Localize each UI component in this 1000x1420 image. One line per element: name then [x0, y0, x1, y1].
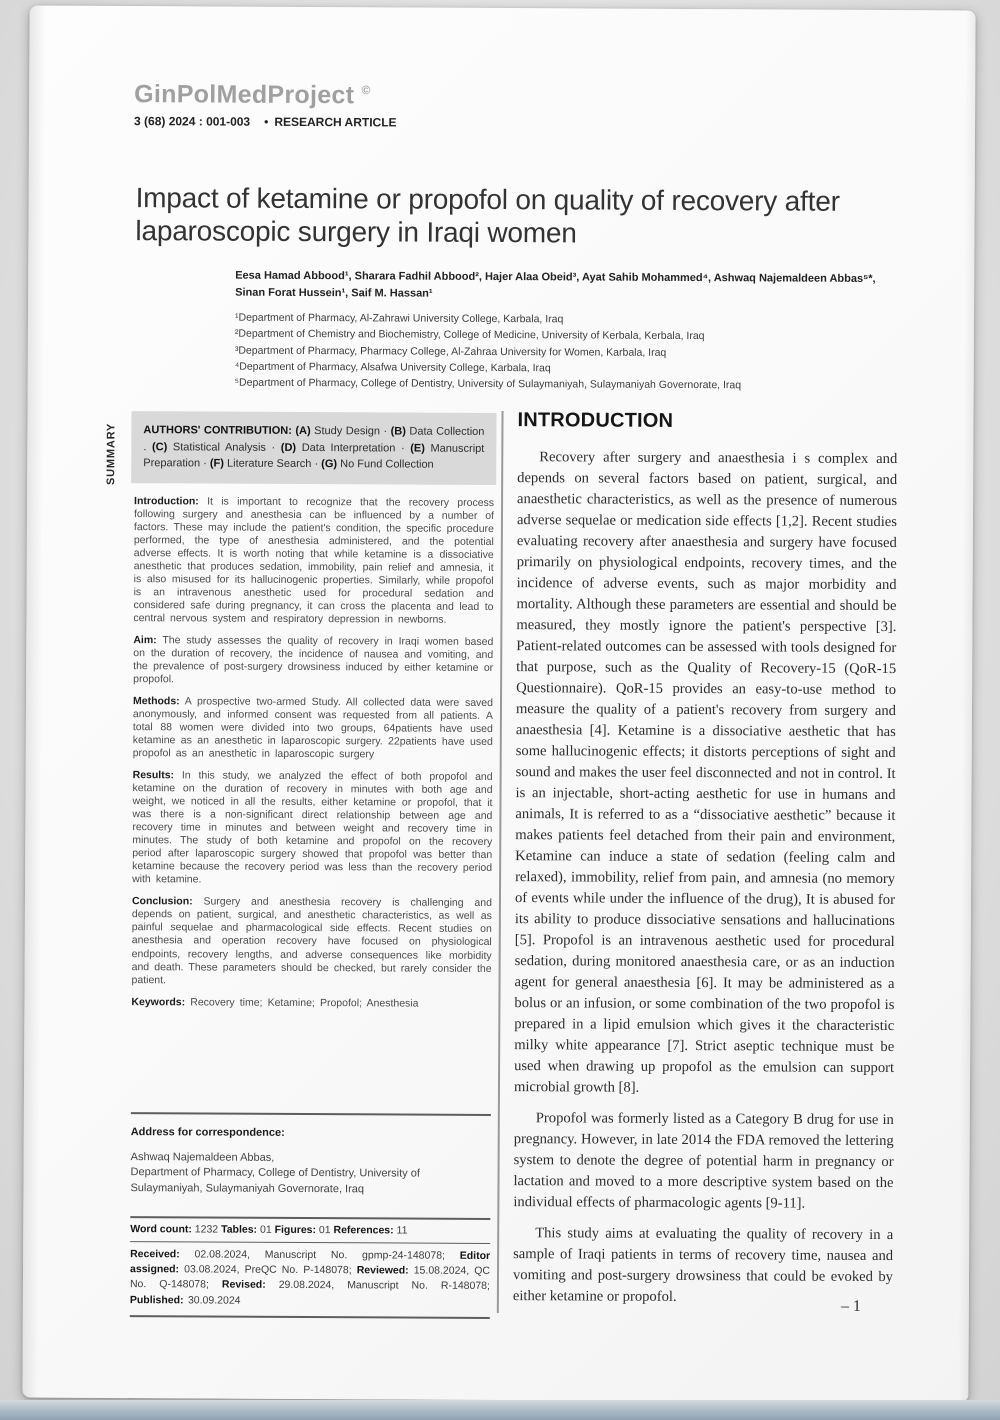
references-label: References:: [333, 1224, 394, 1237]
abstract-aim-label: Aim:: [133, 634, 157, 647]
word-count-value: 1232: [191, 1223, 222, 1236]
contribution-key-e: (E): [410, 442, 425, 455]
abstract-methods: [133, 695, 493, 762]
contribution-key-c: (C): [151, 440, 168, 453]
references-value: 11: [393, 1224, 408, 1237]
article-type: RESEARCH ARTICLE: [274, 114, 397, 130]
introduction-paragraph-1: Recovery after surgery and anaesthesia i s complex and depends on several factors based on patient, surgical, and anaesthetic characteristics, as well as the presence of numerous adverse sequelae or medication side effects [1,2]. Recent studies evaluating recovery after anaesthesia and surgery have focused primarily on physiological endpoints, recovery times, and the incidence of adverse events, such as major morbidity and mortality. Although these parameters are essential and should be measured, they mostly ignore the patient's perspective [3]. Patient-related outcomes can be assessed with tools designed for that purpose, such as the Quality of Recovery-15 (QoR-15 Questionnaire). QoR-15 provides an easy-to-use method to measure the quality of a patient's recovery from surgery and anaesthesia [4]. Ketamine is a dissociative aesthetic that has some hallucinogenic effects; it distorts perceptions of sight and sound and makes the user feel disconnected and not in control. It is an injectable, short-acting aesthetic for use in humans and animals, It is referred to as a “dissociative aesthetic” because it makes patients feel detached from their pain and environment, Ketamine can induce a state of sedation (feeling calm and relaxed), immobility, relief from pain, and amnesia (no memory of events while under the influence of the drug), It is abused for its ability to produce dissociative sensations and hallucinations [5]. Propofol is an intravenous aesthetic used for procedural sedation, during monitored anaesthesia care, or as an induction agent for general anaesthesia [6]. It may be administered as a bolus or an infusion, or some combination of the two propofol is prepared in a lipid emulsion which gives it the characteristic milky white appearance [7]. Strict aseptic technique must be used when drawing up propofol as the emulsion can support microbial growth [8].: [513, 449, 898, 1096]
abstract-aim: [133, 634, 493, 688]
summary-side-label: SUMMARY: [105, 422, 118, 485]
published-text: 30.09.2024: [183, 1294, 241, 1307]
paper-page: [22, 6, 975, 1403]
received-label: Received:: [130, 1248, 180, 1261]
contribution-text-g: No Fund Collection: [340, 458, 434, 471]
abstract: [131, 495, 494, 1019]
tables-label: Tables:: [221, 1223, 258, 1236]
issue-line: [134, 114, 397, 129]
authors-line: Eesa Hamad Abbood¹, Sharara Fadhil Abbood², Hajer Alaa Obeid³, Ayat Sahib Mohammed⁴, Ashwaq Najemaldeen Abbas⁵*, Sinan Forat Hussein¹, Saif M. Hassan¹: [235, 269, 876, 300]
abstract-conclusion-text: Surgery and anesthesia recovery is challenging and depends on patient, surgical, and anesthetic characteristics, as well as painful sequelae and pharmacological side effects. Recent studies on anesthesia and operation recovery have focused on physiological endpoints, recovery lengths, and adverse consequences like morbidity and death. These parameters should be checked, but rarely consider the patient.: [131, 895, 492, 986]
abstract-results-label: Results:: [132, 769, 175, 782]
revised-label: Revised:: [221, 1278, 266, 1292]
affiliation-3: ³Department of Pharmacy, Pharmacy College, Al-Zahraa University for Women, Karbala, Iraq: [234, 344, 667, 359]
correspondence-name: Ashwaq Najemaldeen Abbas,: [130, 1151, 275, 1164]
authors-contribution-box: [131, 411, 496, 484]
contribution-text-d: Data Interpretation ·: [301, 441, 405, 455]
journal-header: [134, 80, 397, 129]
abstract-aim-text: The study assesses the quality of recovery in Iraqi women based on the duration of recovery, the incidence of nausea and vomiting, and the prevalence of post-surgery drowsiness induced by either ketamine or propofol.: [133, 634, 494, 686]
counts-line: [130, 1216, 490, 1241]
introduction-section: [513, 409, 898, 1319]
correspondence-heading: Address for correspondence:: [130, 1126, 285, 1139]
word-count-label: Word count:: [130, 1223, 192, 1236]
contribution-heading: AUTHORS' CONTRIBUTION:: [143, 424, 292, 437]
authors-block: [235, 268, 898, 395]
contribution-key-b: (B): [390, 425, 406, 438]
editor-assigned-text: 03.08.2024, PreQC No. P-148078;: [179, 1263, 357, 1277]
reviewed-text: 15.08.2024, QC No. Q-148078;: [129, 1264, 491, 1291]
figures-label: Figures:: [274, 1223, 317, 1237]
abstract-conclusion: [132, 896, 492, 989]
abstract-methods-label: Methods:: [132, 695, 180, 708]
contribution-text-e: Manuscript Preparation ·: [143, 442, 485, 470]
column-divider: [497, 411, 503, 1313]
revised-text: 29.08.2024, Manuscript No. R-148078;: [265, 1279, 490, 1293]
bullet-separator: •: [264, 114, 269, 129]
correspondence-body: [130, 1150, 490, 1198]
abstract-results: [132, 769, 493, 888]
contribution-text-f: Literature Search ·: [226, 457, 319, 471]
journal-name: [134, 80, 397, 110]
abstract-results-text: In this study, we analyzed the effect of both propofol and ketamine on the duration of recovery in minutes with both age and weight, we noticed in all the results, either ketamine or propofol, that it was there is a non-significant direct relationship between age and recovery time in minutes and between weight and recovery time in minutes. The study of both ketamine and propofol on the recovery period after laparoscopic surgery showed that propofol was better than ketamine because the recovery period was less than the recovery period with ketamine.: [132, 769, 493, 886]
introduction-heading: INTRODUCTION: [517, 409, 674, 432]
published-label: Published:: [129, 1293, 184, 1307]
contribution-text-a: Study Design ·: [314, 425, 388, 438]
reviewed-label: Reviewed:: [356, 1264, 409, 1277]
correspondence-address: Department of Pharmacy, College of Dentistry, University of Sulaymaniyah, Sulaymaniyah Governorate, Iraq: [130, 1166, 420, 1196]
journal-name-text: GinPolMedProject: [134, 80, 355, 110]
history-block: [130, 1241, 490, 1319]
contribution-key-f: (F): [209, 457, 224, 470]
abstract-introduction-label: Introduction:: [134, 495, 199, 508]
contribution-text-c: Statistical Analysis ·: [172, 440, 276, 454]
page-number: – 1: [840, 1297, 861, 1315]
introduction-paragraph-2: Propofol was formerly listed as a Category B drug for use in pregnancy. However, in late 2014 the FDA removed the lettering system to denote the degree of potential harm in pregnancy or lactation and moved to a more descriptive system based on the individual effects of pharmacologic agents [9-11].: [513, 1110, 894, 1212]
received-text: 02.08.2024, Manuscript No. gpmp-24-148078;: [179, 1248, 460, 1262]
affiliation-1: ¹Department of Pharmacy, Al-Zahrawi University College, Karbala, Iraq: [234, 311, 564, 326]
page-title: Impact of ketamine or propofol on quality of recovery after laparoscopic surgery in Iraqi women: [135, 181, 840, 248]
copyright-mark: ©: [361, 82, 371, 97]
affiliation-2: ²Department of Chemistry and Biochemistry, College of Medicine, University of Kerbala, Kerbala, Iraq: [234, 327, 705, 343]
correspondence-block: [130, 1112, 490, 1198]
abstract-keywords-label: Keywords:: [131, 995, 186, 1008]
editor-assigned-label: Editor assigned:: [130, 1249, 491, 1276]
affiliation-5: ⁵Department of Pharmacy, College of Dentistry, University of Sulaymaniyah, Sulaymaniyah Governorate, Iraq: [234, 376, 742, 392]
figures-value: 01: [315, 1224, 334, 1237]
contribution-key-g: (G): [321, 458, 338, 471]
affiliations-list: [235, 310, 897, 395]
tables-value: 01: [257, 1223, 275, 1236]
desk-edge: [0, 1400, 1000, 1420]
introduction-paragraph-3: This study aims at evaluating the quality of recovery in a sample of Iraqi patients in terms of recovery time, nausea and vomiting and post-surgery drowsiness that could be evoked by either ketamine or propofol.: [512, 1225, 894, 1305]
abstract-introduction-text: It is important to recognize that the recovery process following surgery and anesthesia can be influenced by a number of factors. These may include the patient's condition, the specific procedure performed, the type of anesthesia administered, and the potential adverse effects. It is worth noting that while ketamine is a dissociative anesthetic that produces sedation, immobility, pain relief and amnesia, it is also misused for its hallucinogenic properties. Similarly, while propofol is an intravenous anesthetic used for procedural sedation and considered safe during pregnancy, it can cross the placenta and lead to central nervous system and respiratory depression in newborns.: [133, 495, 495, 626]
abstract-keywords-text: Recovery time; Ketamine; Propofol; Anesthesia: [190, 995, 419, 1010]
abstract-keywords: [131, 996, 491, 1011]
issue-number: 3 (68) 2024 : 001-003: [134, 114, 251, 129]
contribution-key-a: (A): [295, 424, 311, 438]
abstract-methods-text: A prospective two-armed Study. All collected data were saved anonymously, and informed consent was requested from all patients. A total 88 women were divided into two groups, 64patients have used ketamine as an anesthetic in laparoscopic surgery. 22patients have used propofol as an anesthetic in laparoscopic surgery: [132, 695, 494, 761]
abstract-conclusion-label: Conclusion:: [131, 895, 193, 908]
abstract-introduction: [133, 495, 494, 627]
contribution-text-b: Data Collection .: [143, 425, 485, 453]
contribution-key-d: (D): [280, 441, 297, 454]
affiliation-4: ⁴Department of Pharmacy, Alsafwa University College, Karbala, Iraq: [234, 360, 551, 375]
